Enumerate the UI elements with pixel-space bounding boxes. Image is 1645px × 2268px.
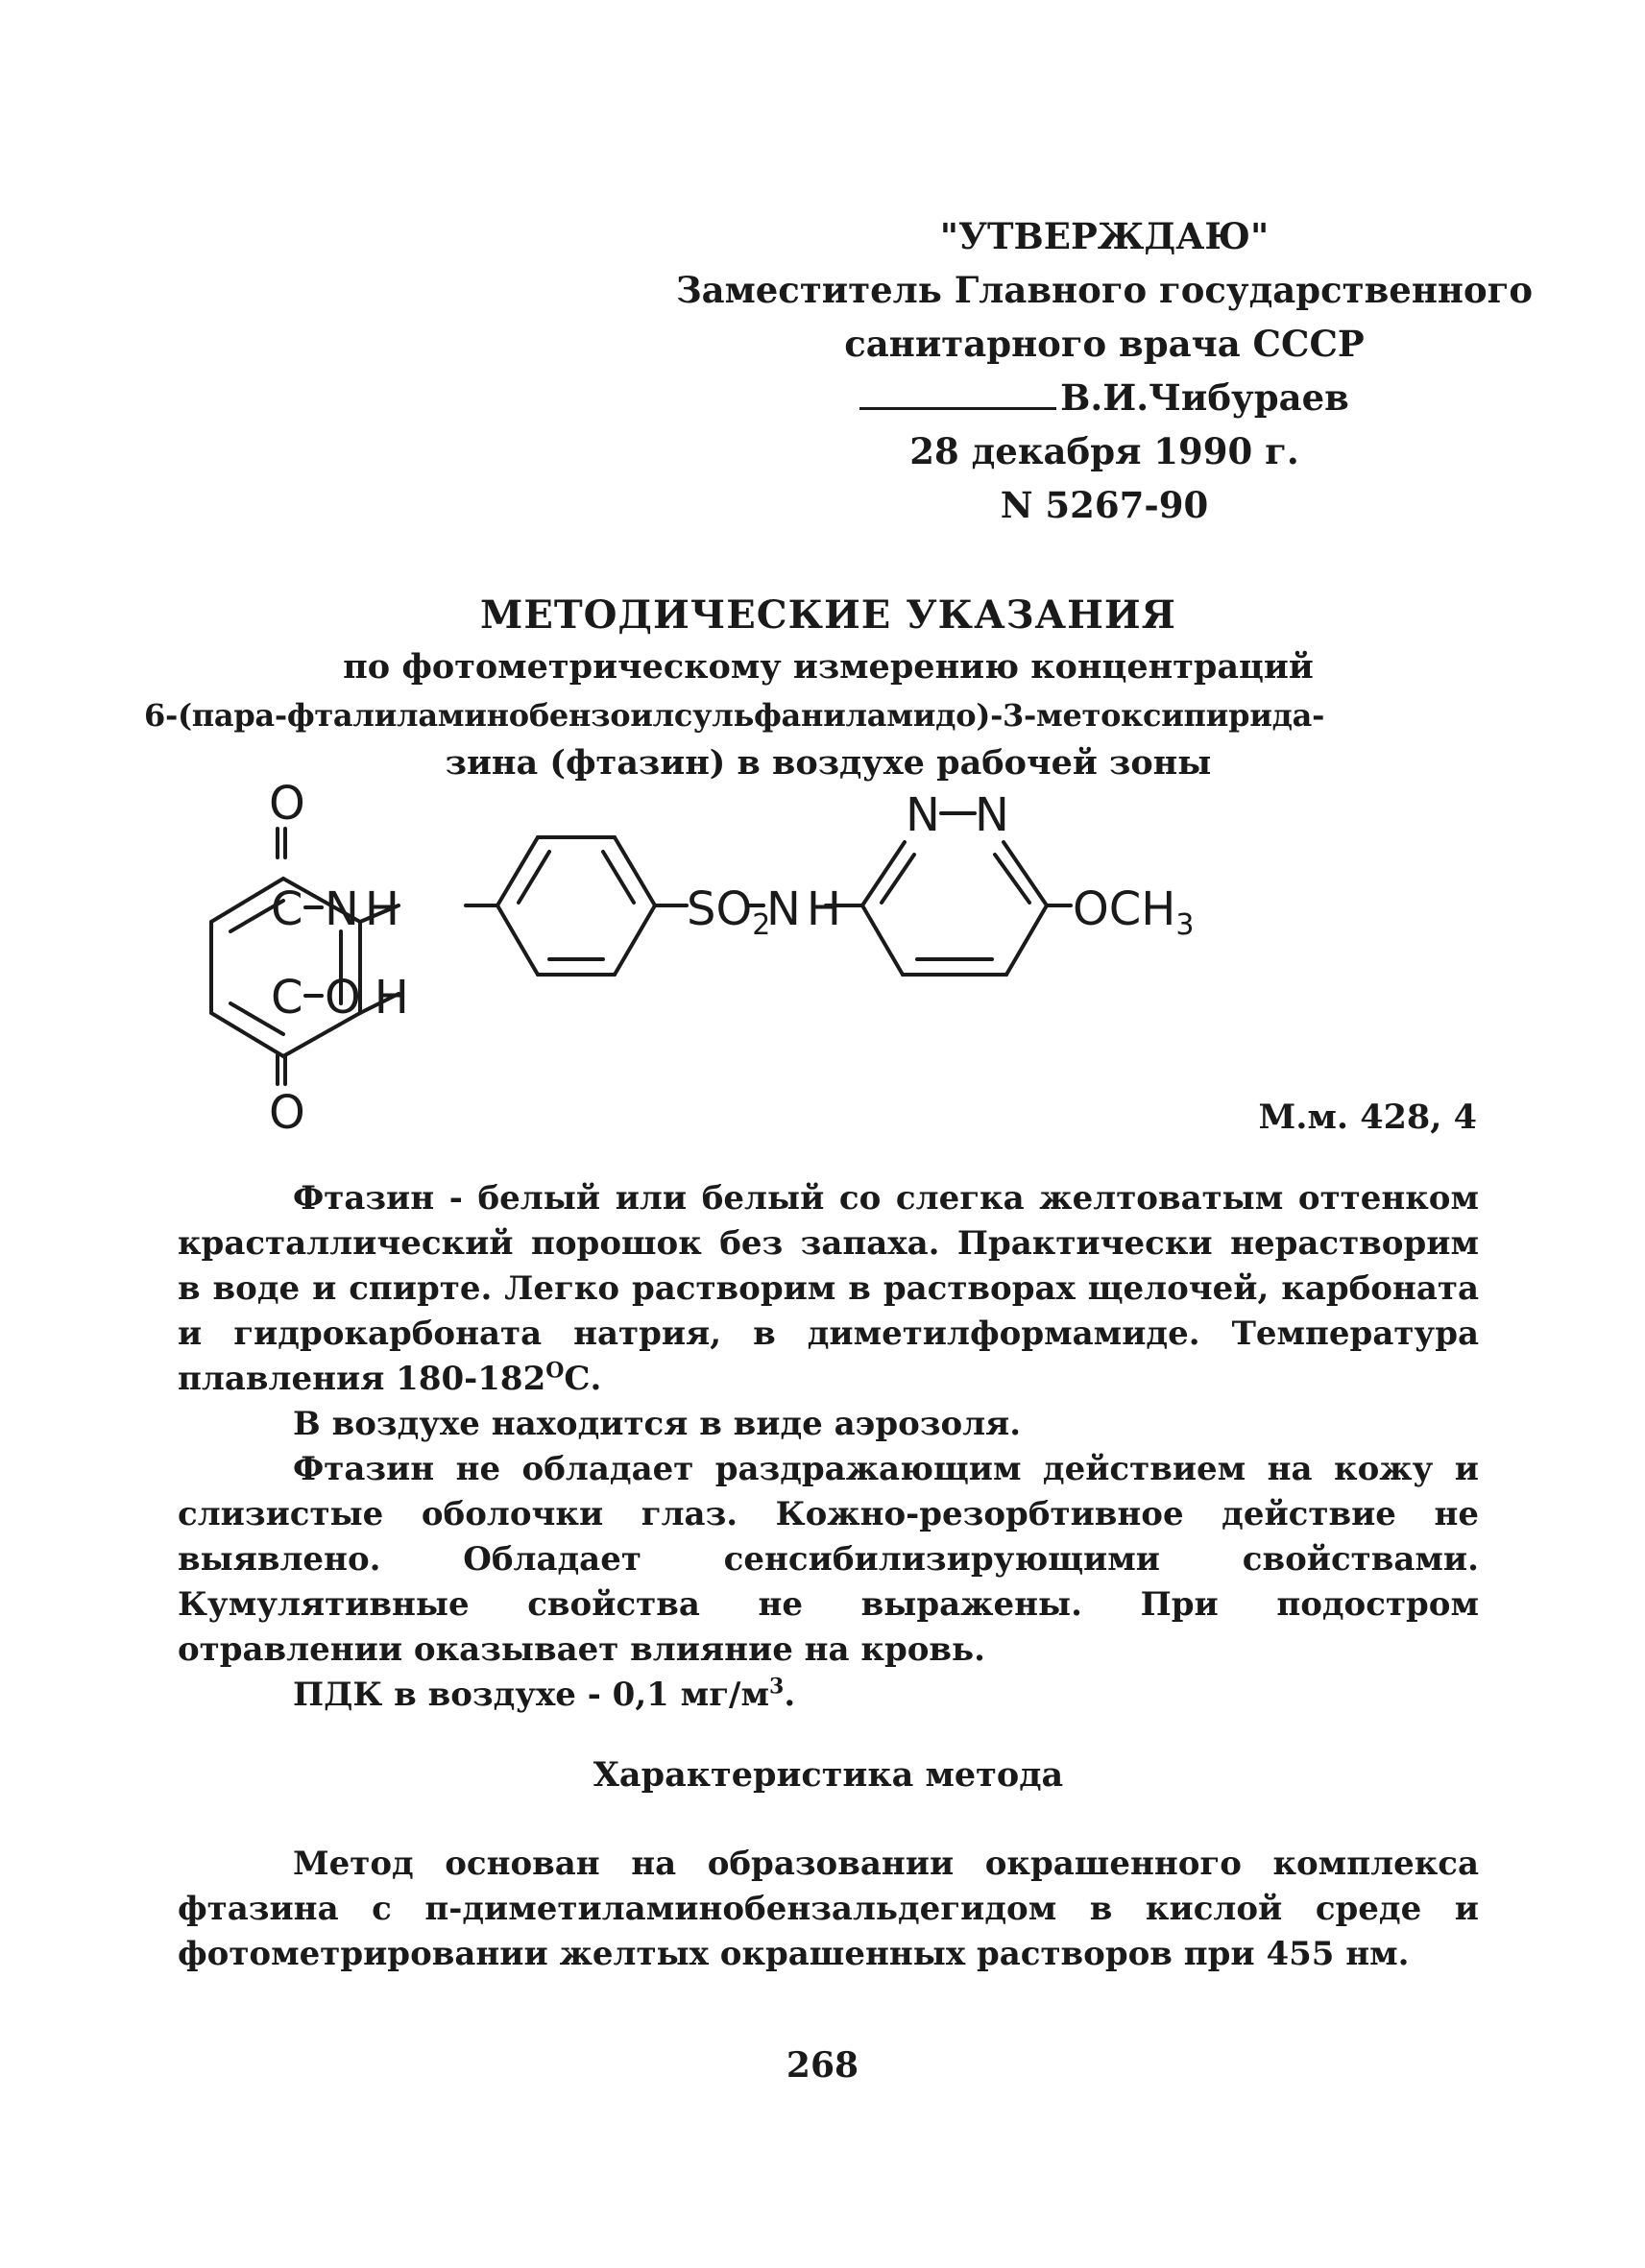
label-so2 bbox=[687, 882, 770, 942]
label-och3-main: OCH bbox=[1073, 882, 1176, 936]
description-paragraph-properties bbox=[178, 1176, 1479, 1402]
label-carboxyl-oh: OH bbox=[325, 971, 423, 1025]
label-och3 bbox=[1073, 882, 1194, 942]
label-nh2: NH bbox=[766, 882, 847, 936]
label-so2-main: SO bbox=[687, 882, 753, 936]
approval-position-line1: Заместитель Главного государственного bbox=[675, 269, 1534, 311]
pdk-text-end: . bbox=[784, 1676, 796, 1714]
label-och3-subscript: 3 bbox=[1175, 908, 1195, 942]
description-paragraph-aerosol: В воздухе находится в виде аэрозоля. bbox=[293, 1405, 1022, 1443]
title-main: МЕТОДИЧЕСКИЕ УКАЗАНИЯ bbox=[480, 592, 1176, 638]
title-line2: по фотометрическому измерению концентраций bbox=[343, 647, 1314, 687]
label-so2-subscript: 2 bbox=[752, 908, 771, 942]
pyridazine-c-c-bond-3 bbox=[862, 905, 903, 975]
label-nh1: NH bbox=[325, 882, 405, 936]
approval-position-line2: санитарного врача СССР bbox=[844, 323, 1365, 365]
label-carboxyl-c: C bbox=[271, 971, 303, 1025]
approval-signature-line bbox=[672, 371, 1536, 424]
pyridazine-c-n-double bbox=[882, 855, 914, 903]
description-section bbox=[178, 1176, 1479, 1718]
page-number: 268 bbox=[786, 2045, 859, 2086]
benzene-ring-middle bbox=[497, 837, 655, 975]
degree-sign: О bbox=[545, 1358, 565, 1384]
approval-signatory: В.И.Чибураев bbox=[1060, 376, 1349, 419]
document-title bbox=[144, 588, 1512, 787]
pdk-text: ПДК в воздухе - 0,1 мг/м bbox=[293, 1676, 769, 1714]
method-section bbox=[178, 1842, 1479, 1977]
approval-date: 28 декабря 1990 г. bbox=[909, 430, 1299, 472]
properties-text-end: С. bbox=[564, 1360, 602, 1398]
structural-formula bbox=[202, 773, 1402, 1157]
description-paragraph-pdk bbox=[178, 1673, 1479, 1718]
pdk-superscript: 3 bbox=[769, 1674, 785, 1700]
pyridazine-c-c-bond-1 bbox=[1006, 905, 1047, 975]
approval-number: N 5267-90 bbox=[1000, 484, 1209, 526]
label-carbonyl-o-bottom: O bbox=[269, 1086, 305, 1140]
pyridazine-n-c-double bbox=[995, 855, 1029, 903]
approval-stamp: "УТВЕРЖДАЮ" bbox=[939, 215, 1270, 257]
label-n2: N bbox=[975, 788, 1009, 842]
pyridazine-c-n-bond bbox=[862, 842, 905, 905]
approval-block bbox=[672, 209, 1536, 532]
title-line3: 6-(пара-фталиламинобензоилсульфаниламидо)-3-метоксипирида- bbox=[144, 697, 1325, 734]
properties-text: Фтазин - белый или белый со слегка желтоватым оттенком красталлический порошок без запаха. Практически нерастворим в воде и спирте. Легко растворим в растворах щелочей, карбоната и гидрокарбоната натрия, в диметилформамиде. Температура плавления 180-182 bbox=[178, 1179, 1479, 1398]
label-carbonyl-c-top: C bbox=[271, 882, 303, 936]
method-paragraph: Метод основан на образовании окрашенного комплекса фтазина с п-диметиламинобензальдегидом в кислой среде и фотометрировании желтых окрашенных растворов при 455 нм. bbox=[178, 1845, 1479, 1973]
label-carbonyl-o-top: O bbox=[269, 777, 305, 831]
signature-blank bbox=[859, 373, 1056, 410]
method-heading: Характеристика метода bbox=[593, 1755, 1064, 1795]
description-paragraph-toxicity: Фтазин не обладает раздражающим действием на кожу и слизистые оболочки глаз. Кожно-резорбтивное действие не выявлено. Обладает сенсибилизирующими свойствами. Кумулятивные свойства не выражены. При подостром отравлении оказывает влияние на кровь. bbox=[178, 1450, 1479, 1669]
label-n1: N bbox=[906, 788, 940, 842]
title-line4: зина (фтазин) в воздухе рабочей зоны bbox=[445, 743, 1212, 783]
molecular-weight: М.м. 428, 4 bbox=[1258, 1098, 1477, 1137]
